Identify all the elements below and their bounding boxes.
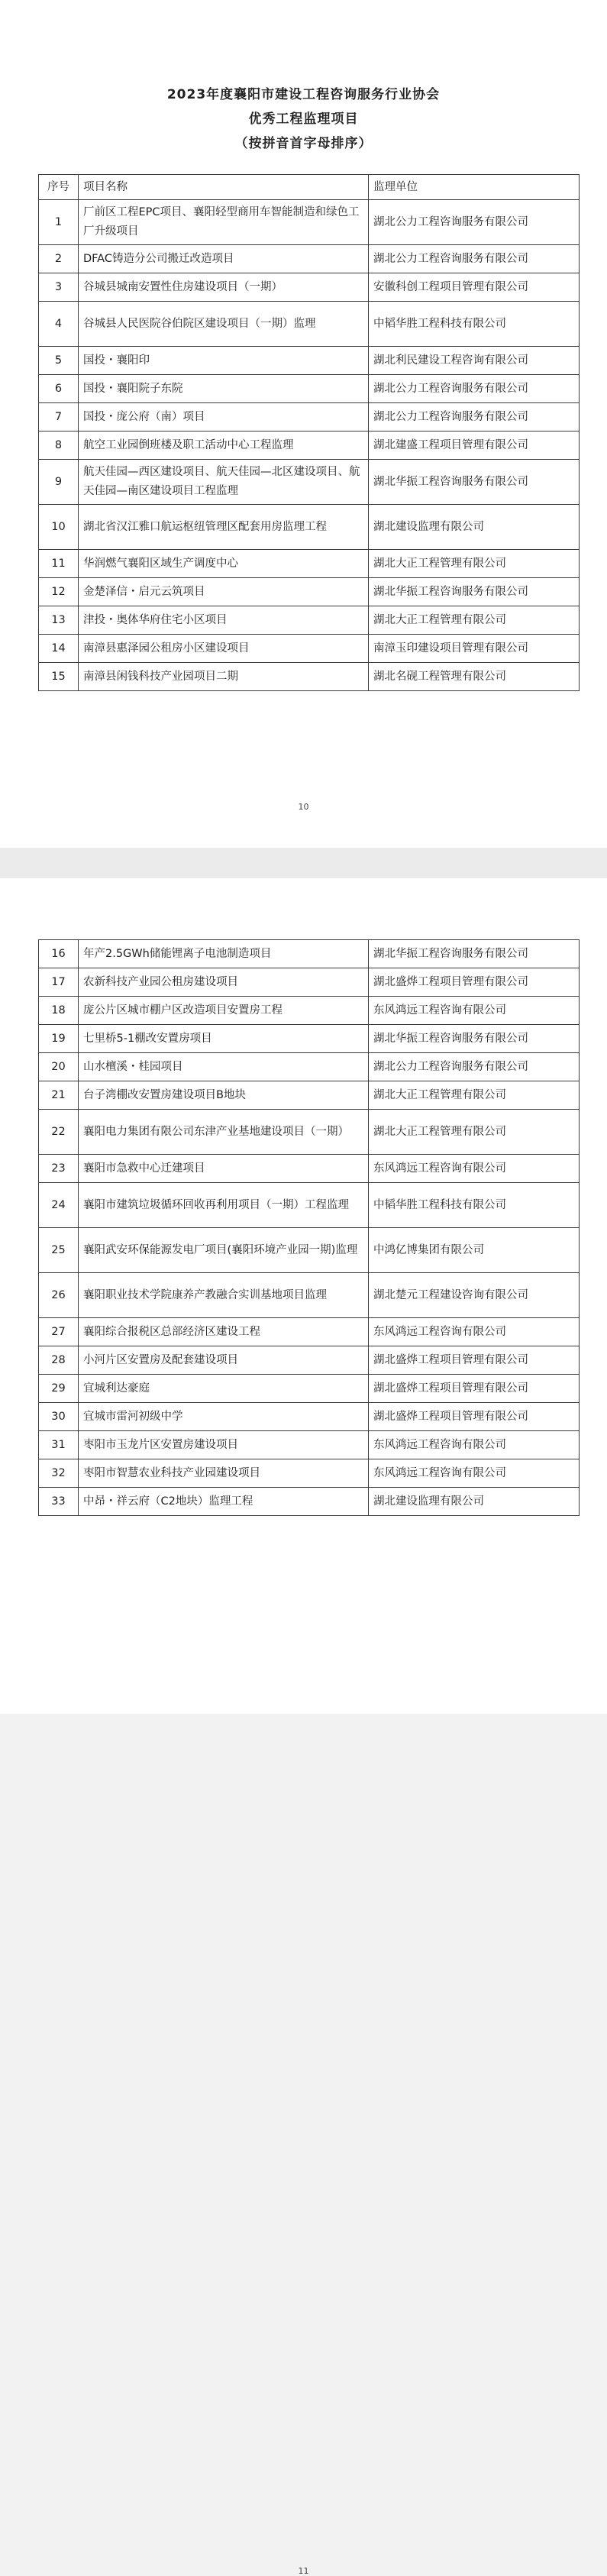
row-project-name: 襄阳综合报税区总部经济区建设工程 [79, 1318, 369, 1346]
row-no: 30 [39, 1403, 79, 1431]
row-no: 31 [39, 1431, 79, 1459]
row-supervision-unit: 南漳玉印建设项目管理有限公司 [369, 635, 580, 663]
row-project-name: 华润燃气襄阳区域生产调度中心 [79, 550, 369, 578]
header-project-name: 项目名称 [79, 175, 369, 200]
table-row [39, 997, 580, 1025]
row-supervision-unit: 东风鸿远工程咨询有限公司 [369, 1459, 580, 1488]
row-supervision-unit: 湖北华振工程咨询服务有限公司 [369, 1025, 580, 1053]
row-supervision-unit: 湖北楚元工程建设咨询有限公司 [369, 1273, 580, 1318]
row-project-name: 湖北省汉江雅口航运枢纽管理区配套用房监理工程 [79, 505, 369, 550]
row-no: 4 [39, 302, 79, 347]
row-no: 29 [39, 1375, 79, 1403]
table-row [39, 375, 580, 403]
row-project-name: 中昂・祥云府（C2地块）监理工程 [79, 1488, 369, 1516]
row-no: 7 [39, 403, 79, 431]
row-no: 17 [39, 968, 79, 997]
table-row [39, 1403, 580, 1431]
row-project-name: 宜城利达豪庭 [79, 1375, 369, 1403]
table-row [39, 550, 580, 578]
row-project-name: 国投・庞公府（南）项目 [79, 403, 369, 431]
row-project-name: 年产2.5GWh储能锂离子电池制造项目 [79, 940, 369, 968]
row-no: 33 [39, 1488, 79, 1516]
row-no: 25 [39, 1228, 79, 1273]
table-row [39, 1110, 580, 1155]
table-row [39, 1488, 580, 1516]
table-row [39, 1318, 580, 1346]
table-row [39, 200, 580, 245]
row-project-name: 农新科技产业园公租房建设项目 [79, 968, 369, 997]
row-no: 15 [39, 663, 79, 691]
row-supervision-unit: 湖北公力工程咨询服务有限公司 [369, 403, 580, 431]
row-no: 21 [39, 1081, 79, 1110]
row-no: 10 [39, 505, 79, 550]
row-project-name: 台子湾棚改安置房建设项目B地块 [79, 1081, 369, 1110]
table-row [39, 1346, 580, 1375]
document-page-1 [0, 0, 607, 848]
row-project-name: 津投・奥体华府住宅小区项目 [79, 606, 369, 635]
row-no: 12 [39, 578, 79, 606]
row-project-name: 南漳县惠泽园公租房小区建设项目 [79, 635, 369, 663]
row-project-name: 金楚泽信・启元云筑项目 [79, 578, 369, 606]
table-row [39, 273, 580, 302]
row-no: 3 [39, 273, 79, 302]
row-project-name: 航天佳园—西区建设项目、航天佳园—北区建设项目、航天佳园—南区建设项目工程监理 [79, 460, 369, 505]
row-supervision-unit: 东风鸿远工程咨询有限公司 [369, 997, 580, 1025]
row-project-name: 国投・襄阳印 [79, 347, 369, 375]
table-row [39, 1431, 580, 1459]
row-supervision-unit: 东风鸿远工程咨询有限公司 [369, 1155, 580, 1183]
row-supervision-unit: 湖北盛烨工程项目管理有限公司 [369, 1375, 580, 1403]
row-no: 28 [39, 1346, 79, 1375]
table-row [39, 431, 580, 460]
table-row [39, 578, 580, 606]
table-row [39, 505, 580, 550]
row-supervision-unit: 中韬华胜工程科技有限公司 [369, 1183, 580, 1228]
table-row [39, 940, 580, 968]
row-project-name: 山水檀溪・桂园项目 [79, 1053, 369, 1081]
row-project-name: 小河片区安置房及配套建设项目 [79, 1346, 369, 1375]
row-supervision-unit: 湖北大正工程管理有限公司 [369, 606, 580, 635]
sort-note: （按拼音首字母排序） [234, 136, 373, 151]
row-no: 8 [39, 431, 79, 460]
row-project-name: 谷城县城南安置性住房建设项目（一期） [79, 273, 369, 302]
row-supervision-unit: 湖北华振工程咨询服务有限公司 [369, 940, 580, 968]
row-supervision-unit: 湖北盛烨工程项目管理有限公司 [369, 968, 580, 997]
row-no: 6 [39, 375, 79, 403]
row-supervision-unit: 东风鸿远工程咨询有限公司 [369, 1318, 580, 1346]
row-supervision-unit: 湖北华振工程咨询服务有限公司 [369, 460, 580, 505]
row-supervision-unit: 东风鸿远工程咨询有限公司 [369, 1431, 580, 1459]
row-project-name: 襄阳武安环保能源发电厂项目(襄阳环境产业园一期)监理 [79, 1228, 369, 1273]
table-row [39, 460, 580, 505]
document-title: 2023年度襄阳市建设工程咨询服务行业协会 [166, 87, 441, 102]
row-project-name: 襄阳市急救中心迁建项目 [79, 1155, 369, 1183]
row-no: 22 [39, 1110, 79, 1155]
row-project-name: 襄阳市建筑垃圾循环回收再利用项目（一期）工程监理 [79, 1183, 369, 1228]
row-no: 13 [39, 606, 79, 635]
row-no: 5 [39, 347, 79, 375]
row-supervision-unit: 湖北建设监理有限公司 [369, 505, 580, 550]
table-row [39, 1273, 580, 1318]
table-row [39, 403, 580, 431]
row-supervision-unit: 湖北利民建设工程咨询有限公司 [369, 347, 580, 375]
row-project-name: 谷城县人民医院谷伯院区建设项目（一期）监理 [79, 302, 369, 347]
row-project-name: 七里桥5-1棚改安置房项目 [79, 1025, 369, 1053]
row-project-name: 襄阳电力集团有限公司东津产业基地建设项目（一期） [79, 1110, 369, 1155]
row-no: 32 [39, 1459, 79, 1488]
project-table-page-1 [38, 174, 580, 691]
row-project-name: 枣阳市玉龙片区安置房建设项目 [79, 1431, 369, 1459]
row-project-name: 航空工业园倒班楼及职工活动中心工程监理 [79, 431, 369, 460]
row-no: 26 [39, 1273, 79, 1318]
table-row [39, 968, 580, 997]
table-row [39, 1155, 580, 1183]
row-no: 27 [39, 1318, 79, 1346]
row-no: 19 [39, 1025, 79, 1053]
page-number: 11 [298, 2566, 309, 2576]
row-supervision-unit: 湖北公力工程咨询服务有限公司 [369, 245, 580, 273]
row-no: 20 [39, 1053, 79, 1081]
row-supervision-unit: 湖北大正工程管理有限公司 [369, 550, 580, 578]
row-no: 18 [39, 997, 79, 1025]
table-row [39, 1459, 580, 1488]
row-supervision-unit: 湖北公力工程咨询服务有限公司 [369, 1053, 580, 1081]
row-supervision-unit: 湖北建盛工程项目管理有限公司 [369, 431, 580, 460]
row-supervision-unit: 湖北建设监理有限公司 [369, 1488, 580, 1516]
row-project-name: 庞公片区城市棚户区改造项目安置房工程 [79, 997, 369, 1025]
table-row [39, 1183, 580, 1228]
row-supervision-unit: 湖北大正工程管理有限公司 [369, 1110, 580, 1155]
row-no: 16 [39, 940, 79, 968]
document-subtitle: 优秀工程监理项目 [248, 112, 359, 127]
document-title-block [0, 82, 607, 156]
row-project-name: 国投・襄阳院子东院 [79, 375, 369, 403]
table-row [39, 606, 580, 635]
row-no: 2 [39, 245, 79, 273]
table-row [39, 1025, 580, 1053]
row-supervision-unit: 中鸿亿博集团有限公司 [369, 1228, 580, 1273]
table-row [39, 302, 580, 347]
row-project-name: 宜城市雷河初级中学 [79, 1403, 369, 1431]
table-row [39, 1375, 580, 1403]
table-row [39, 663, 580, 691]
row-no: 9 [39, 460, 79, 505]
table-row [39, 1081, 580, 1110]
row-supervision-unit: 安徽科创工程项目管理有限公司 [369, 273, 580, 302]
table-row [39, 245, 580, 273]
row-supervision-unit: 湖北公力工程咨询服务有限公司 [369, 375, 580, 403]
row-project-name: 厂前区工程EPC项目、襄阳轻型商用车智能制造和绿色工厂升级项目 [79, 200, 369, 245]
row-project-name: 枣阳市智慧农业科技产业园建设项目 [79, 1459, 369, 1488]
row-supervision-unit: 湖北公力工程咨询服务有限公司 [369, 200, 580, 245]
header-no: 序号 [39, 175, 79, 200]
row-supervision-unit: 湖北华振工程咨询服务有限公司 [369, 578, 580, 606]
table-row [39, 635, 580, 663]
row-supervision-unit: 中韬华胜工程科技有限公司 [369, 302, 580, 347]
page-gap [0, 848, 607, 878]
table-row [39, 347, 580, 375]
row-supervision-unit: 湖北大正工程管理有限公司 [369, 1081, 580, 1110]
row-no: 11 [39, 550, 79, 578]
row-supervision-unit: 湖北盛烨工程项目管理有限公司 [369, 1346, 580, 1375]
header-supervision-unit: 监理单位 [369, 175, 580, 200]
row-no: 24 [39, 1183, 79, 1228]
row-project-name: 襄阳职业技术学院康养产教融合实训基地项目监理 [79, 1273, 369, 1318]
project-table-page-2 [38, 939, 580, 1516]
table-row [39, 1053, 580, 1081]
row-no: 23 [39, 1155, 79, 1183]
row-no: 14 [39, 635, 79, 663]
table-row [39, 1228, 580, 1273]
row-supervision-unit: 湖北名砚工程管理有限公司 [369, 663, 580, 691]
row-project-name: DFAC铸造分公司搬迁改造项目 [79, 245, 369, 273]
row-no: 1 [39, 200, 79, 245]
row-project-name: 南漳县闲钱科技产业园项目二期 [79, 663, 369, 691]
row-supervision-unit: 湖北盛烨工程项目管理有限公司 [369, 1403, 580, 1431]
page-number: 10 [298, 802, 309, 812]
